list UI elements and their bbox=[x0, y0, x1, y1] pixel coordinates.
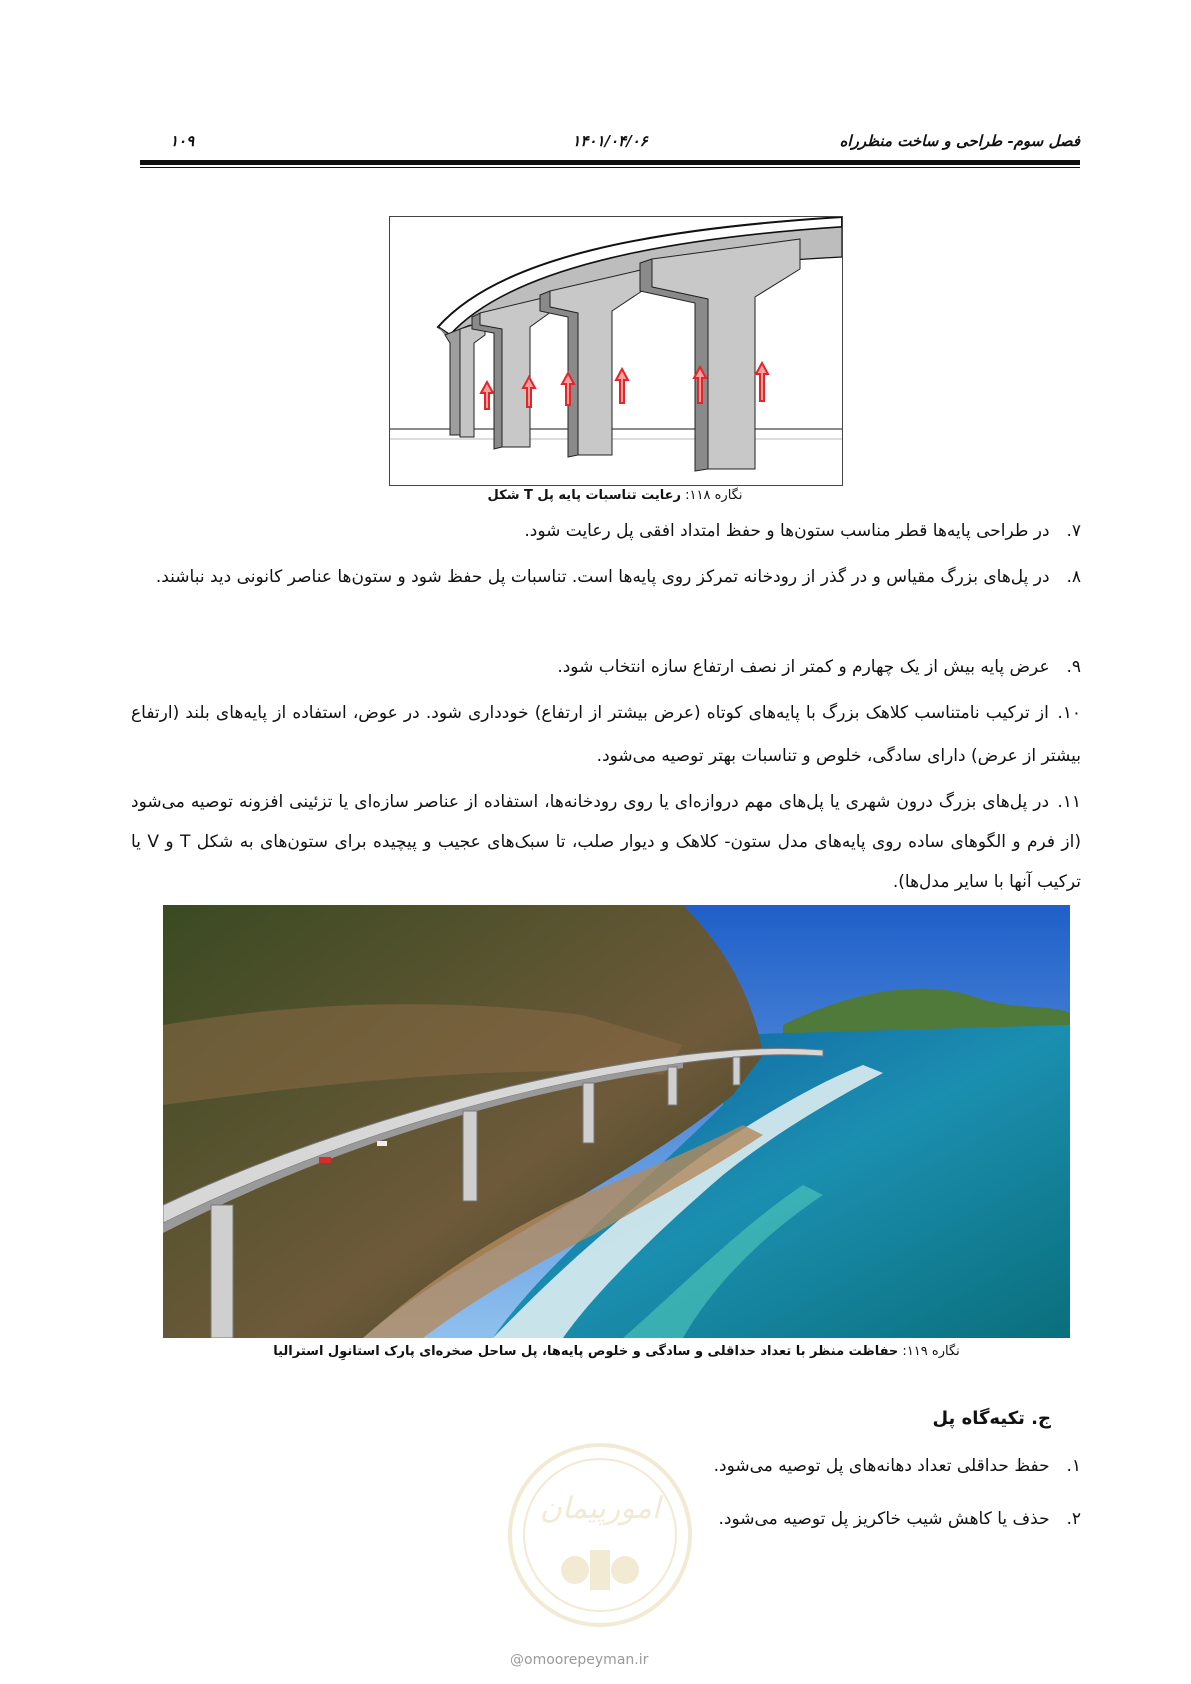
header-date: ۱۴۰۱/۰۴/۰۶ bbox=[572, 132, 648, 150]
list-item-number: ۷. bbox=[1066, 521, 1081, 541]
watermark-logo bbox=[505, 1440, 695, 1630]
list-item bbox=[131, 556, 1081, 599]
list-item-text: در پل‌های بزرگ مقیاس و در گذر از رودخانه تمرکز روی پایه‌ها است. تناسبات پل حفظ شود و ستون‌ها عناصر کانونی دید نباشند. bbox=[155, 567, 1050, 587]
list-item bbox=[131, 692, 1081, 778]
watermark-url: @omoorepeyman.ir bbox=[510, 1652, 649, 1668]
list-item bbox=[131, 646, 1081, 689]
list-item-number: ۹. bbox=[1066, 657, 1081, 677]
list-item-number: ۱۱. bbox=[1057, 792, 1082, 812]
list-item-text: در طراحی پایه‌ها قطر مناسب ستون‌ها و حفظ امتداد افقی پل رعایت شود. bbox=[524, 521, 1050, 541]
list-item-number: ۲. bbox=[1066, 1509, 1081, 1529]
watermark-text: امورپیمان bbox=[539, 1491, 661, 1526]
chapter-title: فصل سوم- طراحی و ساخت منظرراه bbox=[839, 132, 1080, 150]
figure-119-photo bbox=[163, 905, 1070, 1338]
list-item-number: ۸. bbox=[1066, 567, 1081, 587]
caption-title: حفاظت منظر با تعداد حداقلی و سادگی و خلوص پایه‌ها، پل ساحل صخره‌ای پارک استانوِل استرالیا bbox=[273, 1344, 899, 1359]
page-number: ۱۰۹ bbox=[170, 132, 195, 150]
header-rule bbox=[140, 160, 1080, 165]
list-item-text: حذف یا کاهش شیب خاکریز پل توصیه می‌شود. bbox=[718, 1509, 1050, 1529]
list-item-number: ۱. bbox=[1066, 1456, 1081, 1476]
figure-118-illustration bbox=[389, 216, 843, 486]
caption-prefix: نگاره ۱۱۸: bbox=[681, 488, 743, 503]
list-item bbox=[131, 782, 1081, 902]
figure-118-caption bbox=[389, 488, 841, 503]
list-item-number: ۱۰. bbox=[1057, 703, 1081, 723]
list-item-text: عرض پایه بیش از یک چهارم و کمتر از نصف ارتفاع سازه انتخاب شود. bbox=[557, 657, 1050, 677]
section-heading: ج. تکیه‌گاه پل bbox=[932, 1408, 1051, 1429]
page-header bbox=[140, 128, 1080, 158]
caption-title: رعایت تناسبات پایه پل T شکل bbox=[487, 488, 682, 503]
list-item-text: در پل‌های بزرگ درون شهری یا پل‌های مهم دروازه‌ای یا روی رودخانه‌ها، استفاده از عناصر سازه‌ای یا تزئینی افزونه توصیه می‌شود (از فرم و الگوهای ساده روی پایه‌های مدل ستون- کلاهک و دیوار صلب، تا سبک‌های عجیب و پیچیده برای ستون‌های به شکل T و V یا ترکیب آنها با سایر مدل‌ها). bbox=[131, 792, 1081, 892]
header-rule-thin bbox=[140, 167, 1080, 168]
list-item bbox=[131, 510, 1081, 553]
caption-prefix: نگاره ۱۱۹: bbox=[898, 1344, 960, 1359]
list-item-text: حفظ حداقلی تعداد دهانه‌های پل توصیه می‌شود. bbox=[713, 1456, 1050, 1476]
figure-119-caption bbox=[163, 1344, 1070, 1359]
list-item-text: از ترکیب نامتناسب کلاهک بزرگ با پایه‌های کوتاه (عرض بیشتر از ارتفاع) خودداری شود. در عوض، استفاده از پایه‌های بلند (ارتفاع بیشتر از عرض) دارای سادگی، خلوص و تناسبات بهتر توصیه می‌شود. bbox=[131, 703, 1081, 766]
